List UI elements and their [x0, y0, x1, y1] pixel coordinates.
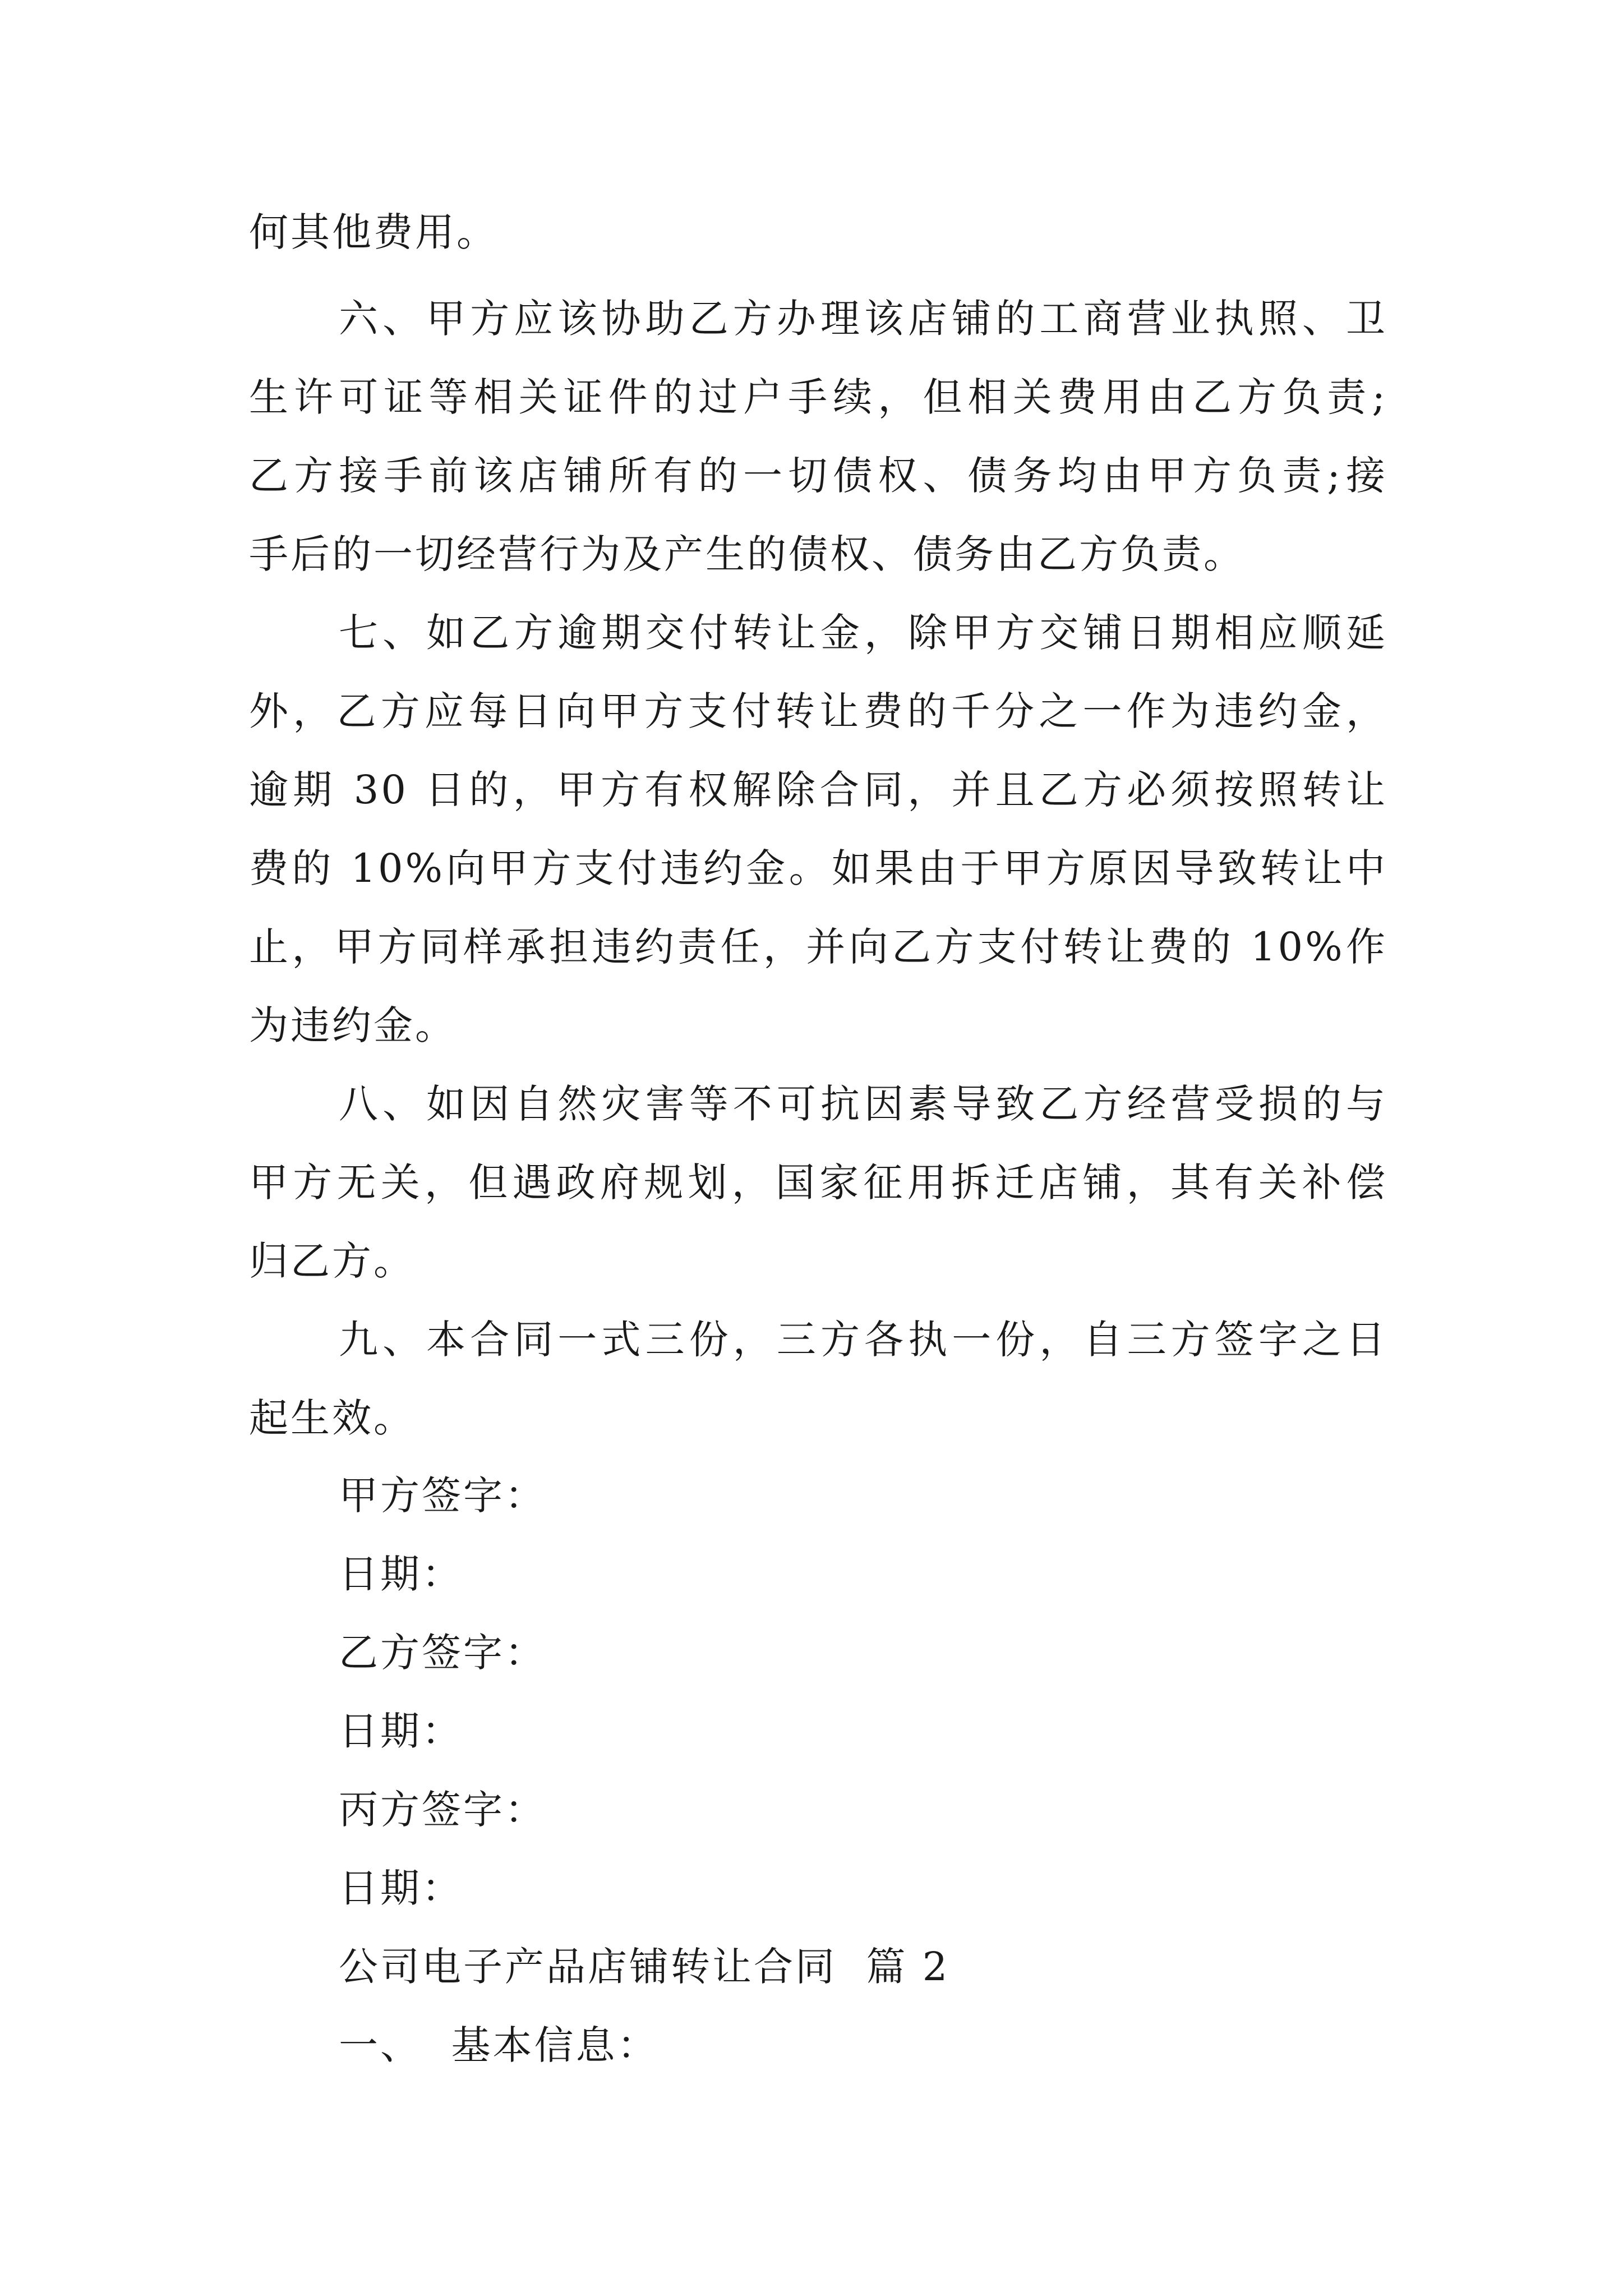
clause-6-line: 生许可证等相关证件的过户手续，但相关费用由乙方负责;: [249, 374, 1387, 420]
clause-6-line: 乙方接手前该店铺所有的一切债权、债务均由甲方负责;接: [249, 453, 1387, 499]
party-a-signature-label: 甲方签字：: [339, 1473, 546, 1519]
clause-7-line: 逾期 30 日的，甲方有权解除合同，并且乙方必须按照转让: [249, 767, 1387, 813]
clause-8-line: 甲方无关，但遇政府规划，国家征用拆迁店铺，其有关补偿: [249, 1159, 1387, 1205]
clause-7-line: 七、如乙方逾期交付转让金，除甲方交铺日期相应顺延: [339, 610, 1387, 656]
party-c-date-label: 日期：: [339, 1865, 463, 1911]
clause-7-line: 为违约金。: [249, 1002, 457, 1048]
clause-6-line: 六、甲方应该协助乙方办理该店铺的工商营业执照、卫: [339, 296, 1387, 342]
clause-7-line: 止，甲方同样承担违约责任，并向乙方支付转让费的 10%作: [249, 924, 1387, 970]
clause-8-line: 八、如因自然灾害等不可抗因素导致乙方经营受损的与: [339, 1081, 1387, 1127]
party-a-date-label: 日期：: [339, 1551, 463, 1597]
clause-7-line: 费的 10%向甲方支付违约金。如果由于甲方原因导致转让中: [249, 845, 1387, 891]
clause-7-line: 外，乙方应每日向甲方支付转让费的千分之一作为违约金，: [249, 688, 1387, 734]
section-heading: 公司电子产品店铺转让合同 篇 2: [339, 1944, 950, 1990]
paragraph-line: 何其他费用。: [249, 209, 498, 255]
party-b-signature-label: 乙方签字：: [339, 1630, 546, 1676]
party-b-date-label: 日期：: [339, 1708, 463, 1754]
clause-6-line: 手后的一切经营行为及产生的债权、债务由乙方负责。: [249, 531, 1245, 577]
clause-8-line: 归乙方。: [249, 1238, 415, 1284]
clause-9-line: 起生效。: [249, 1395, 415, 1441]
party-c-signature-label: 丙方签字：: [339, 1787, 546, 1833]
section-subheading: 一、 基本信息：: [339, 2022, 659, 2068]
clause-9-line: 九、本合同一式三份，三方各执一份，自三方签字之日: [339, 1317, 1387, 1363]
